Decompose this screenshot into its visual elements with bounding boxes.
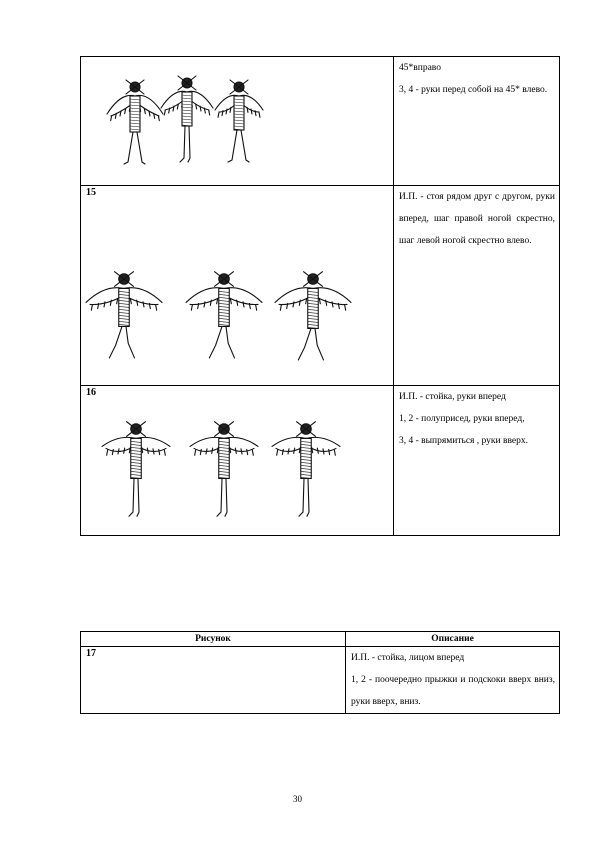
- exercise-table: [80, 56, 560, 536]
- description-cell: [394, 386, 560, 536]
- table-row: [81, 186, 560, 386]
- exercise-number: 15: [86, 187, 96, 198]
- table-header-row: [81, 632, 560, 647]
- description-line: 1, 2 - поочередно прыжки и подскоки вверх вниз, руки вверх, вниз.: [351, 675, 555, 707]
- exercise-number: 16: [86, 387, 96, 398]
- description-line: И.П. - стоя рядом друг с другом, руки вперед, шаг правой ногой скрестно, шаг левой ногой скрестно влево.: [399, 192, 555, 246]
- description-line: И.П. - стойка, руки вперед: [399, 392, 506, 402]
- stick-figure-drawing: [86, 272, 162, 358]
- stick-figure-drawing: [272, 422, 340, 517]
- table-row: [81, 57, 560, 186]
- description-line: 3, 4 - выпрямиться , руки вверх.: [399, 436, 528, 446]
- exercise-table-2: [80, 631, 560, 714]
- description-cell: [394, 57, 560, 186]
- description-cell: [394, 186, 560, 386]
- stick-figure-drawing: [161, 76, 213, 162]
- table-row: [81, 647, 560, 714]
- stick-figure-drawing: [186, 272, 262, 358]
- table-row: [81, 386, 560, 536]
- stick-figure-drawing: [107, 80, 163, 164]
- stick-figure-drawing: [190, 422, 258, 517]
- figure-cell: [81, 386, 394, 536]
- column-header-figure: Рисунок: [81, 632, 346, 647]
- exercise-number: 17: [86, 648, 96, 659]
- figure-cell: [81, 186, 394, 386]
- figures-drawing-row-14: [81, 57, 394, 186]
- description-cell: [346, 647, 560, 714]
- page-number: 30: [293, 794, 302, 804]
- description-line: 1, 2 - полуприсед, руки вперед,: [399, 414, 525, 424]
- column-header-description: Описание: [346, 632, 560, 647]
- stick-figure-drawing: [275, 272, 351, 360]
- description-line: 45*вправо: [399, 63, 441, 73]
- figures-drawing-row-16: [81, 386, 394, 536]
- description-line: И.П. - стойка, лицом вперед: [351, 653, 465, 663]
- description-line: 3, 4 - руки перед собой на 45* влево.: [399, 85, 548, 95]
- figure-cell: [81, 57, 394, 186]
- figure-cell: [81, 647, 346, 714]
- stick-figure-drawing: [102, 422, 170, 517]
- figures-drawing-row-15: [81, 186, 394, 386]
- stick-figure-drawing: [215, 80, 263, 162]
